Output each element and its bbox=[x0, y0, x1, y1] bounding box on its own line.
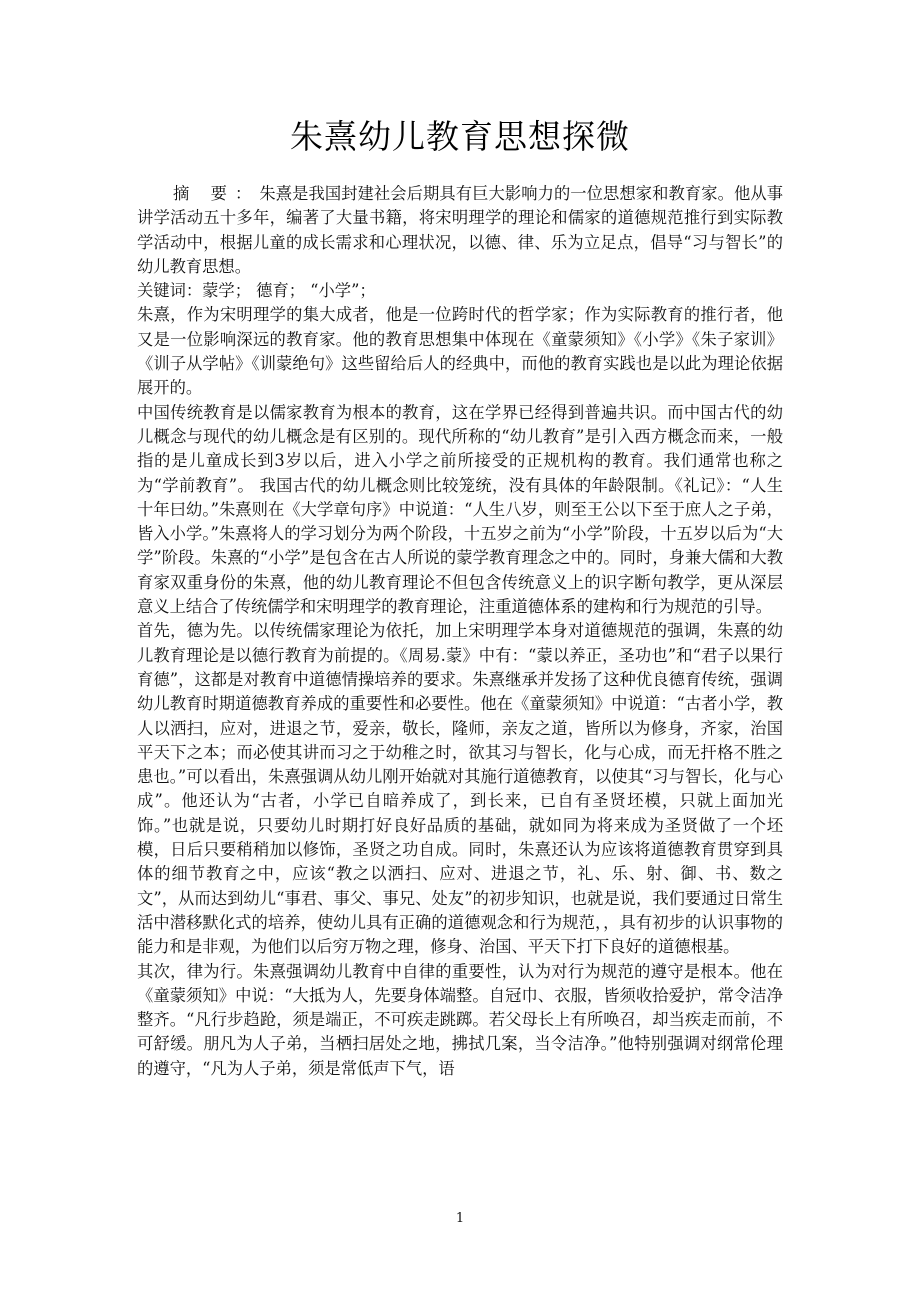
document-body bbox=[137, 182, 783, 1081]
abstract-label: 摘 要： bbox=[173, 184, 260, 203]
abstract-paragraph bbox=[137, 182, 783, 279]
document-title: 朱熹幼儿教育思想探微 bbox=[290, 117, 630, 156]
keywords-text: 蒙学； 德育； “小学”； bbox=[202, 281, 376, 301]
body-paragraph: 中国传统教育是以儒家教育为根本的教育，这在学界已经得到普遍共识。而中国古代的幼儿概念与现代的幼儿概念是有区别的。现代所称的“幼儿教育”是引入西方概念而来，一般指的是儿童成长到3岁以后，进入小学之前所接受的正规机构的教育。我们通常也称之为“学前教育”。 我国古代的幼儿概念则比较笼统，没有具体的年龄限制。《礼记》：“人生十年曰幼。”朱熹则在《大学章句序》中说道：“人生八岁，则至王公以下至于庶人之子弟，皆入小学。”朱熹将人的学习划分为两个阶段，十五岁之前为“小学”阶段，十五岁以后为“大学”阶段。朱熹的“小学”是包含在古人所说的蒙学教育理念之中的。同时，身兼大儒和大教育家双重身份的朱熹，他的幼儿教育理论不但包含传统意义上的识字断句教学，更从深层意义上结合了传统儒学和宋明理学的教育理论，注重道德体系的建构和行为规范的引导。 bbox=[137, 402, 783, 617]
body-paragraph: 其次，律为行。朱熹强调幼儿教育中自律的重要性，认为对行为规范的遵守是根本。他在《童蒙须知》中说：“大抵为人，先要身体端整。自冠巾、衣服，皆须收拾爱护，常令洁净整齐。“凡行步趋跄，须是端正，不可疾走跳踯。若父母长上有所唤召，却当疾走而前，不可舒缓。朋凡为人子弟，当栖扫居处之地，拂拭几案，当令洁净。”他特别强调对纲常伦理的遵守，“凡为人子弟，须是常低声下气，语 bbox=[137, 961, 783, 1078]
keywords-line bbox=[137, 279, 783, 303]
body-paragraph: 首先，德为先。以传统儒家理论为依托，加上宋明理学本身对道德规范的强调，朱熹的幼儿教育理论是以德行教育为前提的。《周易.蒙》中有：“蒙以养正，圣功也”和“君子以果行育德”，这都是对教育中道德情操培养的要求。朱熹继承并发扬了这种优良德育传统，强调幼儿教育时期道德教育养成的重要性和必要性。他在《童蒙须知》中说道：“古者小学，教人以洒扫，应对，进退之节，爱亲，敬长，隆师，亲友之道，皆所以为修身，齐家，治国平天下之本；而必使其讲而习之于幼稚之时，欲其习与智长，化与心成，而无扞格不胜之患也。”可以看出，朱熹强调从幼儿刚开始就对其施行道德教育，以使其“习与智长，化与心成”。他还认为“古者，小学已自暗养成了，到长来，已自有圣贤坯模，只就上面加光饰。”也就是说，只要幼儿时期打好良好品质的基础，就如同为将来成为圣贤做了一个坯模，日后只要稍稍加以修饰，圣贤之功自成。同时，朱熹还认为应该将道德教育贯穿到具体的细节教育之中，应该“教之以洒扫、应对、进退之节，礼、乐、射、御、书、数之文”，从而达到幼儿“事君、事父、事兄、处友”的初步知识，也就是说，我们要通过日常生活中潜移默化式的培养，使幼儿具有正确的道德观念和行为规范，，具有初步的认识事物的能力和是非观，为他们以后穷万物之理，修身、治国、平天下打下良好的道德根基。 bbox=[137, 621, 783, 957]
body-paragraph: 朱熹，作为宋明理学的集大成者，他是一位跨时代的哲学家；作为实际教育的推行者，他又是一位影响深远的教育家。他的教育思想集中体现在《童蒙须知》《小学》《朱子家训》《训子从学帖》《训蒙绝句》这些留给后人的经典中，而他的教育实践也是以此为理论依据展开的。 bbox=[137, 305, 783, 398]
abstract-text: 朱熹是我国封建社会后期具有巨大影响力的一位思想家和教育家。他从事讲学活动五十多年，编著了大量书籍，将宋明理学的理论和儒家的道德规范推行到实际教学活动中，根据儿童的成长需求和心理状况，以德、律、乐为立足点，倡导“习与智长”的幼儿教育思想。 bbox=[137, 184, 783, 276]
page-number: 1 bbox=[455, 1211, 465, 1226]
keywords-label: 关键词： bbox=[137, 281, 203, 301]
